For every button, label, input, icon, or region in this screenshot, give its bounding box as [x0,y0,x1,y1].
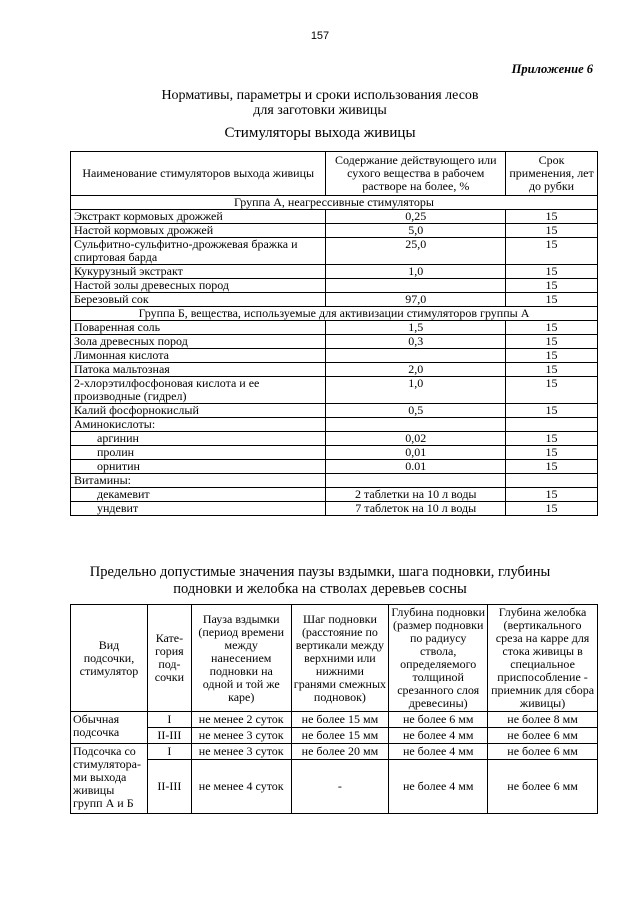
row-value [326,279,506,293]
table-row [71,363,598,377]
row-name: Березовый сок [71,293,326,307]
table-row [71,432,598,446]
row-term: 15 [506,502,598,516]
row-name: ундевит [71,502,326,516]
row-pause: не менее 2 суток [191,712,291,728]
group-b-label: Группа Б, вещества, используемые для активизации стимуляторов группы А [71,307,598,321]
table-row [71,210,598,224]
row-value: 2 таблетки на 10 л воды [326,488,506,502]
row-name: Настой кормовых дрожжей [71,224,326,238]
table-row [71,712,598,728]
row-term: 15 [506,321,598,335]
row-category: II-III [147,728,191,744]
table2-title-line1: Предельно допустимые значения паузы вздымки, шага подновки, глубины [89,564,551,580]
main-title-line1: Нормативы, параметры и сроки использования лесов [161,88,479,103]
row-pause: не менее 3 суток [191,744,291,760]
row-value: 97,0 [326,293,506,307]
row-term: 15 [506,279,598,293]
table2-title-line2: подновки и желобка на стволах деревьев сосны [173,581,467,597]
row-value: 1,5 [326,321,506,335]
header-content: Содержание действующего или сухого вещества в рабочем растворе на более, % [326,152,506,196]
row-name: Калий фосфорнокислый [71,404,326,418]
row-step: - [291,760,389,814]
row-value: 0.01 [326,460,506,474]
row-name: 2-хлорэтилфосфоновая кислота и ее производные (гидрел) [71,377,326,404]
row-name: Патока мальтозная [71,363,326,377]
row-term: 15 [506,432,598,446]
row-category: II-III [147,760,191,814]
header-depth: Глубина подновки (размер подновки по радиусу ствола, определяемого толщиной срезанного слоя древесины) [389,605,488,712]
table-row [71,460,598,474]
stimulated-type-line5: групп А и Б [73,796,134,810]
row-groove: не более 6 мм [488,728,598,744]
header-term: Срок применения, лет до рубки [506,152,598,196]
row-name: Поваренная соль [71,321,326,335]
table-row [71,224,598,238]
stimulated-type-line4: живицы [73,783,115,797]
table-row [71,377,598,404]
row-term: 15 [506,363,598,377]
table2-title [0,564,640,598]
row-term: 15 [506,335,598,349]
row-term: 15 [506,265,598,279]
table-row [71,728,598,744]
stimulated-type-cell [71,744,148,814]
row-value: 0,02 [326,432,506,446]
row-depth: не более 4 мм [389,744,488,760]
row-value: 1,0 [326,377,506,404]
row-value: 25,0 [326,238,506,265]
row-name: аргинин [71,432,326,446]
main-title [0,88,640,118]
row-name: декамевит [71,488,326,502]
vitamins-label-row [71,474,598,488]
stimulated-type-line1: Подсочка со [73,744,136,758]
row-value: 0,01 [326,446,506,460]
row-term: 15 [506,460,598,474]
tapping-parameters-table [70,604,598,814]
table-row [71,760,598,814]
row-term: 15 [506,446,598,460]
header-step: Шаг подновки (расстояние по вертикали между верхними или нижними гранями смежных подновок) [291,605,389,712]
row-groove: не более 8 мм [488,712,598,728]
row-name: Настой золы древесных пород [71,279,326,293]
row-value: 0,5 [326,404,506,418]
table-row [71,265,598,279]
page-number: 157 [310,30,330,42]
table-row [71,744,598,760]
header-name: Наименование стимуляторов выхода живицы [71,152,326,196]
row-value: 0,25 [326,210,506,224]
stimulators-table [70,151,598,516]
row-term: 15 [506,210,598,224]
row-category: I [147,744,191,760]
group-a-label: Группа А, неагрессивные стимуляторы [71,196,598,210]
row-step: не более 20 мм [291,744,389,760]
row-step: не более 15 мм [291,728,389,744]
row-value: 1,0 [326,265,506,279]
table-row [71,293,598,307]
row-depth: не более 4 мм [389,728,488,744]
ordinary-type-line1: Обычная [73,712,120,726]
row-value: 5,0 [326,224,506,238]
amino-label-row [71,418,598,432]
table-row [71,488,598,502]
row-pause: не менее 4 суток [191,760,291,814]
table-row [71,279,598,293]
main-title-line2: для заготовки живицы [253,103,387,118]
table-header-row [71,152,598,196]
table-header-row [71,605,598,712]
table-row [71,502,598,516]
row-category: I [147,712,191,728]
row-name: Зола древесных пород [71,335,326,349]
header-category: Кате-гория под-сочки [147,605,191,712]
row-term: 15 [506,349,598,363]
row-term: 15 [506,404,598,418]
row-name: Экстракт кормовых дрожжей [71,210,326,224]
table-row [71,321,598,335]
appendix-label: Приложение 6 [511,62,593,76]
row-groove: не более 6 мм [488,744,598,760]
row-name: Лимонная кислота [71,349,326,363]
header-groove: Глубина желобка (вертикального среза на карре для стока живицы в специальное приспособление - приемник для сбора живицы) [488,605,598,712]
row-depth: не более 6 мм [389,712,488,728]
row-value [326,349,506,363]
ordinary-type-line2: подсочка [73,725,120,739]
row-name: орнитин [71,460,326,474]
row-name: Сульфитно-сульфитно-дрожжевая бражка и спиртовая барда [71,238,326,265]
row-name: пролин [71,446,326,460]
table-row [71,349,598,363]
row-term: 15 [506,293,598,307]
row-value: 2,0 [326,363,506,377]
table1-title: Стимуляторы выхода живицы [224,125,416,141]
row-term: 15 [506,238,598,265]
vitamins-label: Витамины: [71,474,326,488]
row-term: 15 [506,224,598,238]
row-pause: не менее 3 суток [191,728,291,744]
stimulated-type-line3: ми выхода [73,770,127,784]
table-row [71,446,598,460]
row-term: 15 [506,377,598,404]
row-name: Кукурузный экстракт [71,265,326,279]
stimulated-type-line2: стимулятора- [73,757,141,771]
ordinary-type-cell [71,712,148,744]
group-a-row [71,196,598,210]
table-row [71,238,598,265]
row-depth: не более 4 мм [389,760,488,814]
header-pause: Пауза вздымки (период времени между нанесением подновки на одной и той же каре) [191,605,291,712]
group-b-row [71,307,598,321]
row-groove: не более 6 мм [488,760,598,814]
table-row [71,335,598,349]
table-row [71,404,598,418]
header-type: Вид подсочки, стимулятор [71,605,148,712]
row-value: 0,3 [326,335,506,349]
row-step: не более 15 мм [291,712,389,728]
row-value: 7 таблеток на 10 л воды [326,502,506,516]
row-term: 15 [506,488,598,502]
amino-label: Аминокислоты: [71,418,326,432]
